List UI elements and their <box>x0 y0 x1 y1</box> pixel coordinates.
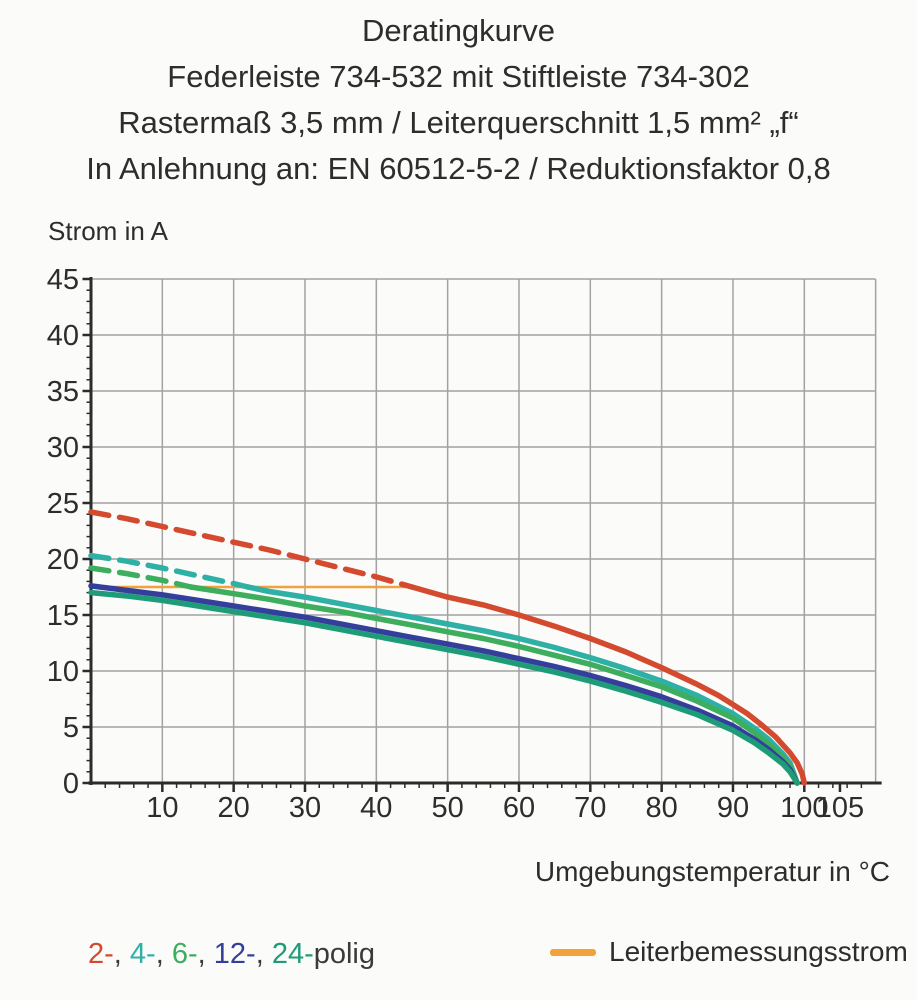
y-tick-label: 30 <box>46 432 79 464</box>
x-tick-label: 100 <box>780 792 829 824</box>
chart-subtitle-2: Rastermaß 3,5 mm / Leiterquerschnitt 1,5 mm² „f“ <box>118 105 799 140</box>
legend-separator: , <box>197 938 214 970</box>
legend-pole-item: 12- <box>213 938 256 970</box>
legend-pole-items <box>88 938 314 970</box>
y-tick-label: 15 <box>46 600 79 632</box>
x-tick-label: 90 <box>716 792 750 824</box>
y-tick-label: 45 <box>46 264 79 296</box>
legend-separator: , <box>155 938 172 970</box>
y-tick-label: 25 <box>46 488 79 520</box>
chart-title: Deratingkurve <box>362 13 555 48</box>
legend-pole-item: 24- <box>271 938 314 970</box>
legend-pole-item: 4- <box>129 938 156 970</box>
y-tick-label: 0 <box>62 768 79 800</box>
x-axis-label: Umgebungstemperatur in °C <box>534 856 890 887</box>
legend-separator: , <box>113 938 130 970</box>
axes <box>88 277 882 785</box>
legend-pole-item: 6- <box>171 938 198 970</box>
chart-subtitle-1: Federleiste 734-532 mit Stiftleiste 734-302 <box>167 59 750 94</box>
y-axis-label: Strom in A <box>48 216 168 246</box>
y-tick-label: 40 <box>46 320 79 352</box>
tick-labels <box>47 264 864 824</box>
y-tick-label: 5 <box>62 712 79 744</box>
x-tick-label: 70 <box>574 792 607 824</box>
y-tick-label: 20 <box>46 544 79 576</box>
x-tick-label: 60 <box>502 792 536 824</box>
legend-poles <box>88 938 375 971</box>
x-tick-label: 40 <box>360 792 393 824</box>
x-tick-label: 30 <box>288 792 322 824</box>
legend-pole-item: 2- <box>88 938 114 970</box>
rated-current-line-swatch <box>550 949 596 956</box>
legend-separator: , <box>255 938 272 970</box>
x-tick-label: 10 <box>146 792 179 824</box>
legend-pole-suffix: polig <box>313 938 376 970</box>
curve-4-polig-dashed <box>91 556 248 587</box>
x-tick-label: 20 <box>217 792 250 824</box>
y-tick-label: 35 <box>46 376 79 408</box>
x-tick-label: 50 <box>431 792 464 824</box>
x-tick-label: 80 <box>645 792 678 824</box>
chart-subtitle-3: In Anlehnung an: EN 60512-5-2 / Reduktionsfaktor 0,8 <box>86 151 831 186</box>
y-tick-label: 10 <box>46 656 79 688</box>
gridlines <box>91 279 876 783</box>
x-tick-label: 105 <box>815 792 865 824</box>
legend-rated-current <box>550 936 908 968</box>
rated-current-label: Leiterbemessungsstrom <box>609 936 908 967</box>
